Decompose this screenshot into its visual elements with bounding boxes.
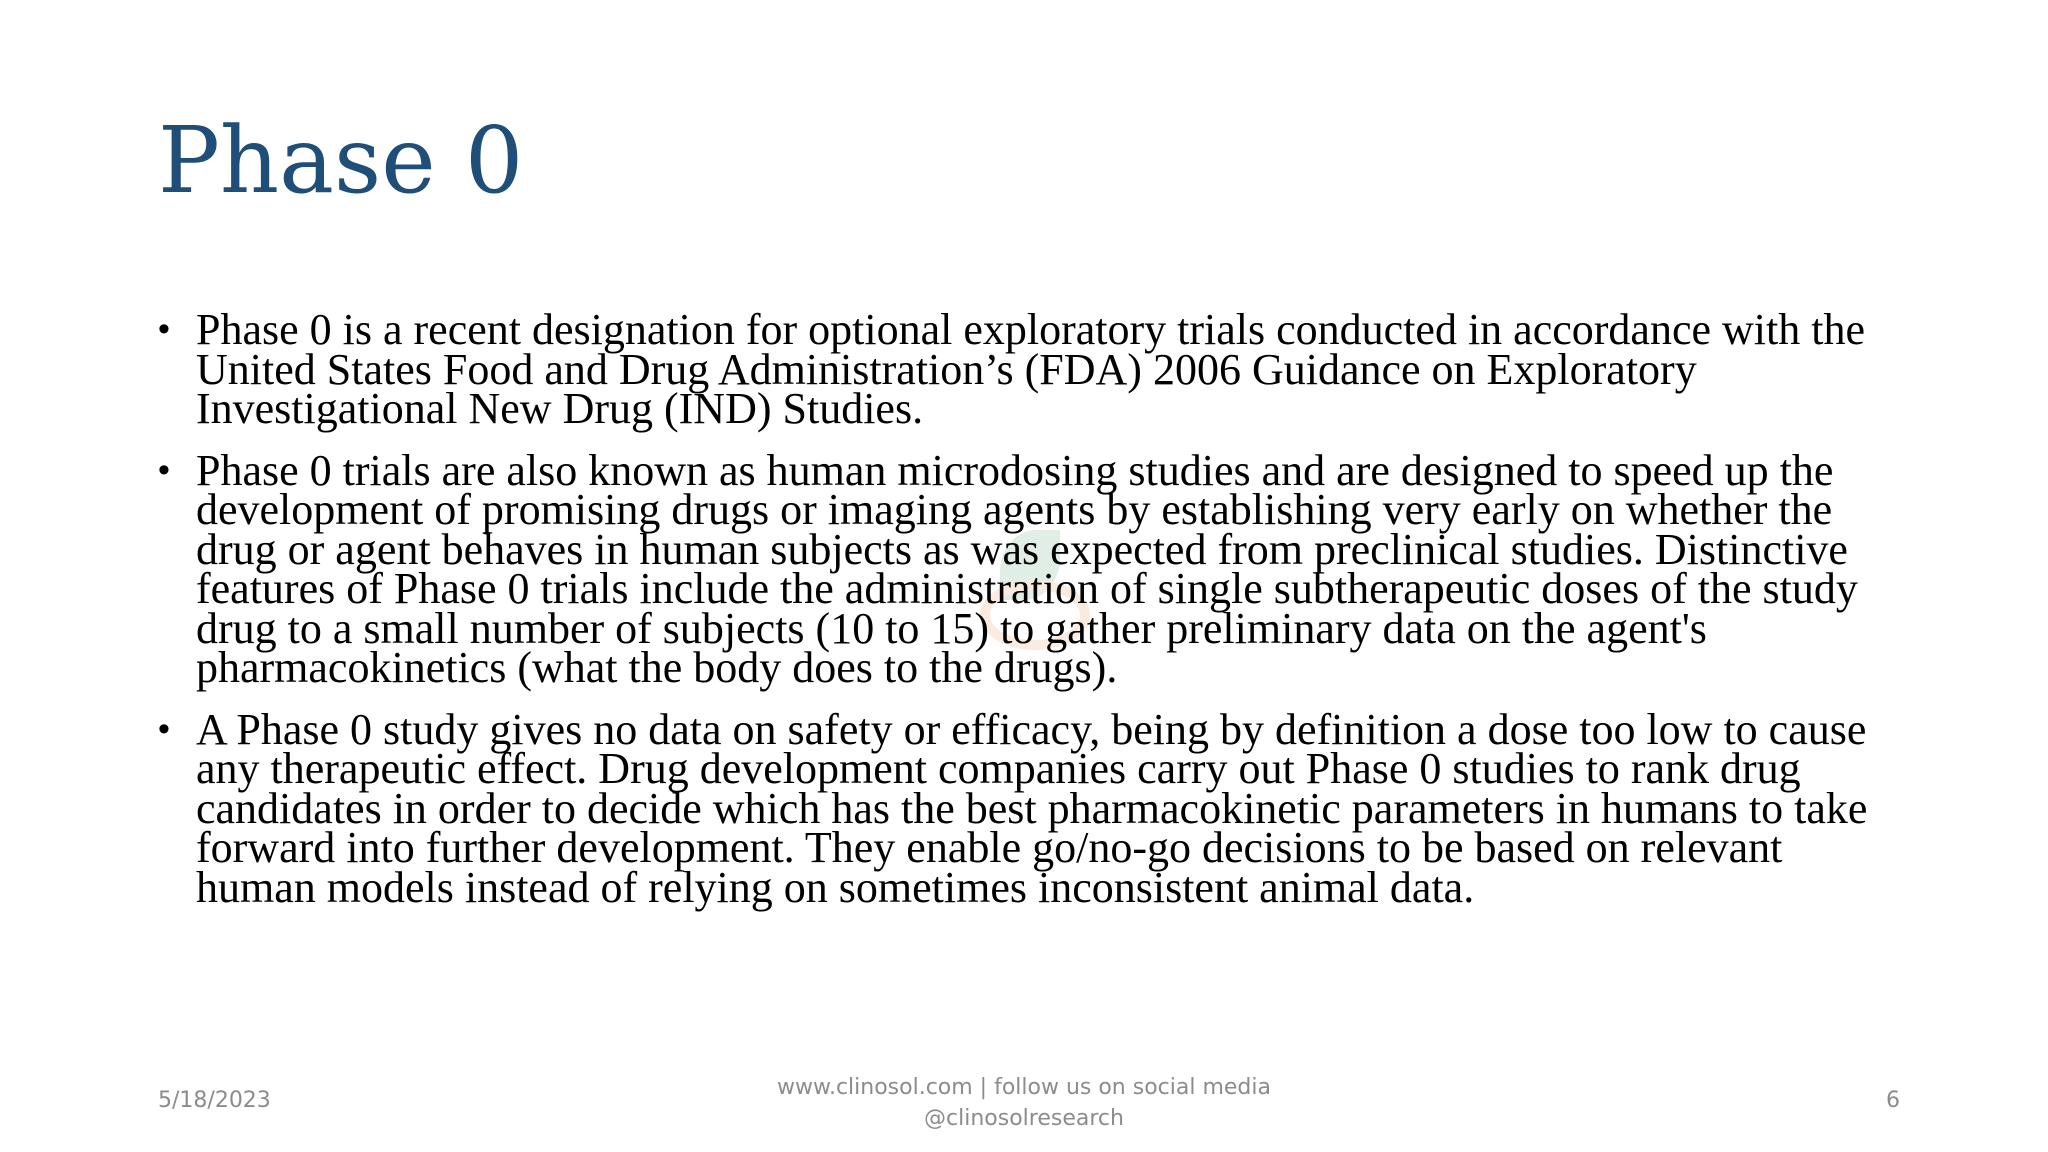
footer-handle-line: @clinosolresearch	[924, 1106, 1124, 1131]
slide-number: 6	[1886, 1088, 1900, 1113]
bullet-dot-icon: •	[158, 450, 170, 489]
bullet-text-1: Phase 0 is a recent designation for optional exploratory trials conducted in accordance with the United States Food and Drug Administration’s (FDA) 2006 Guidance on Exploratory Investigational New Drug (IND) Studies.	[196, 305, 1865, 433]
footer-social	[724, 1072, 1324, 1134]
bullet-item-1	[158, 305, 1898, 433]
bullet-text-3: A Phase 0 study gives no data on safety or efficacy, being by definition a dose too low to cause any therapeutic effect. Drug development companies carry out Phase 0 studies to rank drug candidates in order to decide which has the best pharmacokinetic parameters in humans to take forward into further development. They enable go/no-go decisions to be based on relevant human models instead of relying on sometimes inconsistent animal data.	[196, 704, 1868, 912]
footer-date: 5/18/2023	[158, 1088, 271, 1113]
footer-website-line: www.clinosol.com | follow us on social media	[776, 1075, 1271, 1100]
bullet-dot-icon: •	[158, 310, 170, 348]
bullet-list	[158, 305, 1898, 929]
bullet-dot-icon: •	[158, 709, 170, 748]
bullet-text-2: Phase 0 trials are also known as human microdosing studies and are designed to speed up the development of promising drugs or imaging agents by establishing very early on whether the drug or agent behaves in human subjects as was expected from preclinical studies. Distinctive features of Phase 0 trials include the administration of single subtherapeutic doses of the study drug to a small number of subjects (10 to 15) to gather preliminary data on the agent's pharmacokinetics (what the body does to the drugs).	[196, 445, 1858, 692]
bullet-item-2	[158, 445, 1898, 692]
slide-title: Phase 0	[158, 107, 524, 214]
bullet-item-3	[158, 704, 1898, 912]
